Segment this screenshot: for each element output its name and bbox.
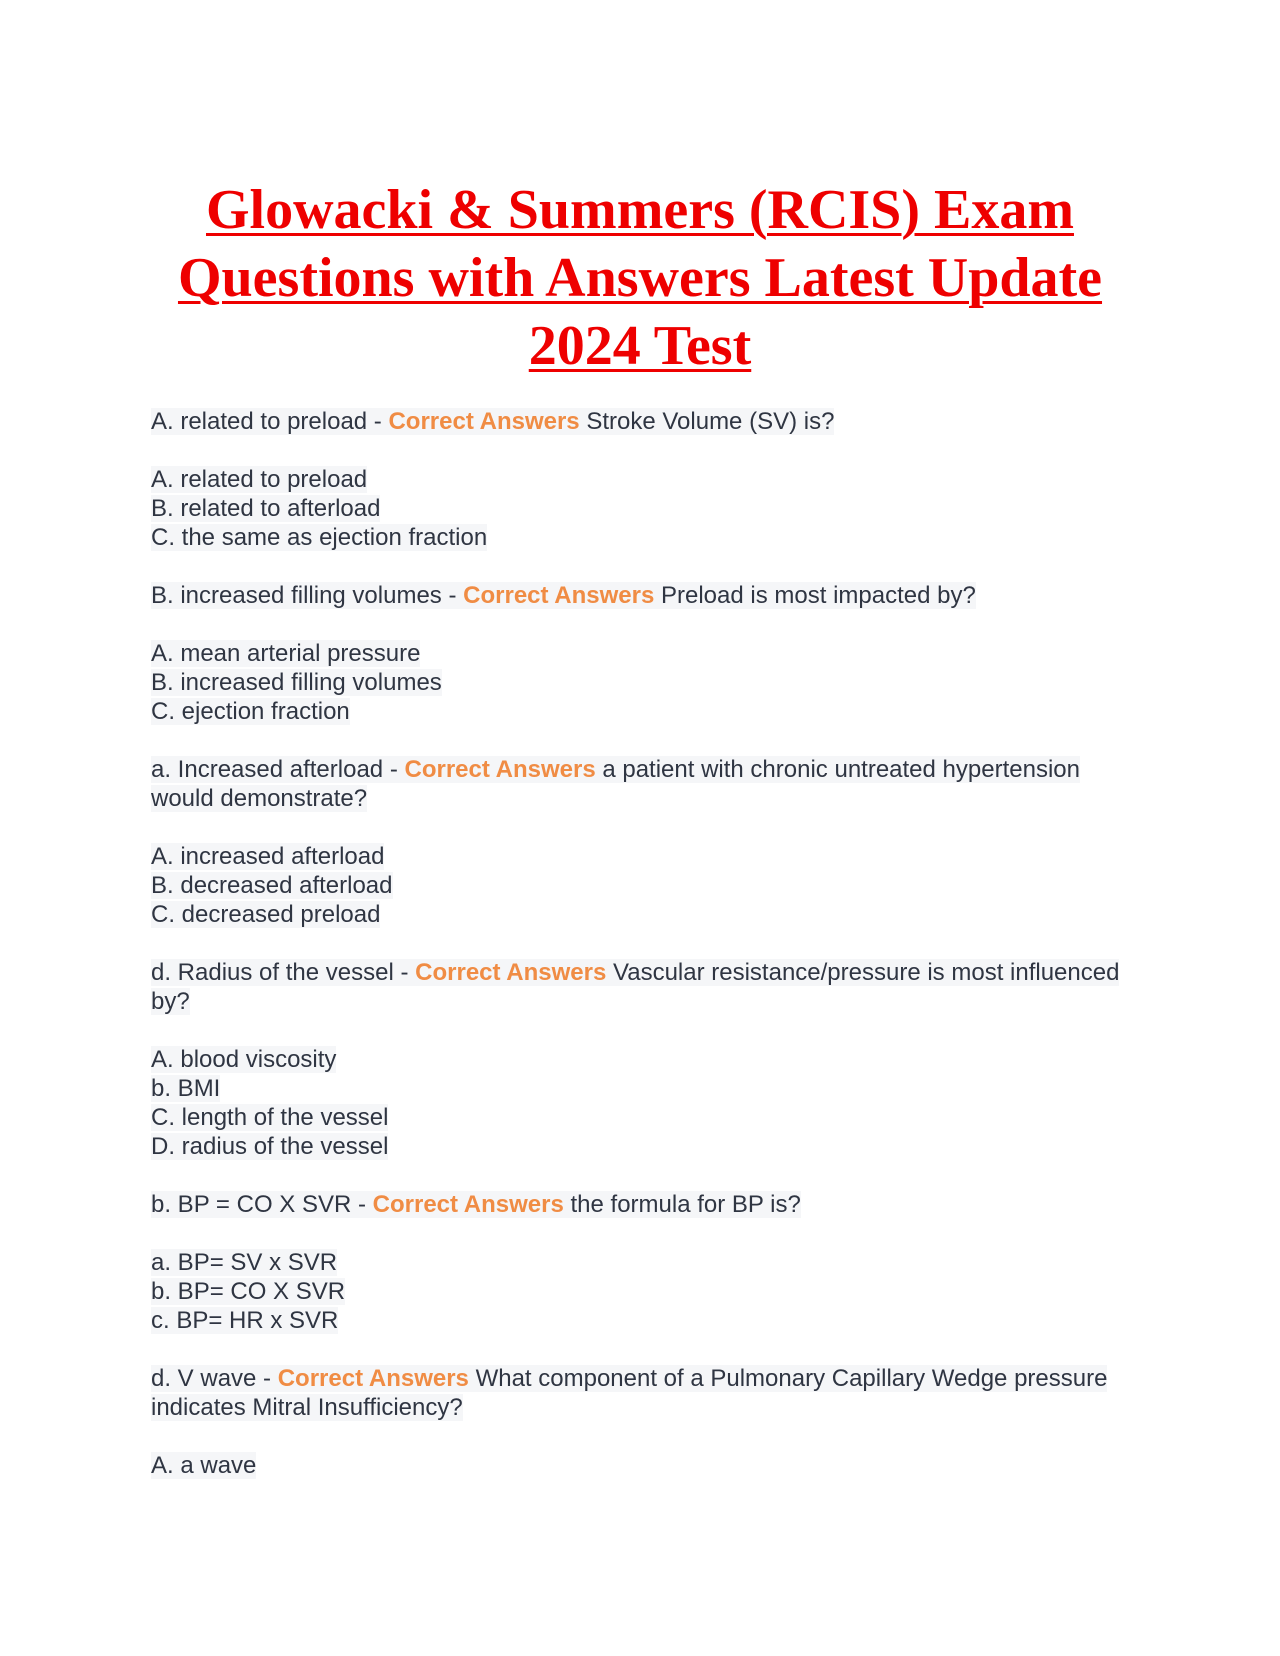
- option-item: [151, 1074, 1136, 1103]
- answer-text: b. BP = CO X SVR -: [151, 1191, 373, 1218]
- option-text: C. decreased preload: [151, 901, 381, 928]
- qa-item: [151, 958, 1136, 1016]
- document-title: [140, 176, 1140, 380]
- option-text: A. blood viscosity: [151, 1046, 337, 1073]
- qa-item: [151, 1190, 1136, 1219]
- option-text: a. BP= SV x SVR: [151, 1249, 338, 1276]
- question-text: Preload is most impacted by?: [654, 582, 976, 609]
- qa-text: [151, 959, 1119, 1015]
- qa-item: [151, 755, 1136, 813]
- option-item: [151, 494, 1136, 523]
- option-item: [151, 871, 1136, 900]
- answer-text: A. related to preload -: [151, 408, 389, 435]
- option-text: A. a wave: [151, 1452, 257, 1479]
- option-text: C. ejection fraction: [151, 698, 350, 725]
- option-text: b. BP= CO X SVR: [151, 1278, 346, 1305]
- title-line: Glowacki & Summers (RCIS) Exam: [206, 179, 1074, 241]
- option-item: [151, 1248, 1136, 1277]
- qa-item: [151, 1364, 1136, 1422]
- option-item: [151, 639, 1136, 668]
- option-text: A. related to preload: [151, 466, 368, 493]
- title-line: Questions with Answers Latest Update: [177, 247, 1103, 309]
- option-item: [151, 465, 1136, 494]
- question-text: What component of a Pulmonary Capillary Wedge pressure indicates Mitral Insufficiency?: [151, 1365, 1108, 1421]
- correct-answers-label: Correct Answers: [372, 1191, 564, 1218]
- option-item: [151, 668, 1136, 697]
- option-item: [151, 1451, 1136, 1480]
- options-list: [151, 1451, 1136, 1480]
- correct-answers-label: Correct Answers: [404, 756, 596, 783]
- option-text: A. increased afterload: [151, 843, 385, 870]
- option-item: [151, 1045, 1136, 1074]
- options-list: [151, 842, 1136, 929]
- option-item: [151, 1132, 1136, 1161]
- answer-text: a. Increased afterload -: [151, 756, 405, 783]
- option-item: [151, 1103, 1136, 1132]
- option-text: c. BP= HR x SVR: [151, 1307, 339, 1334]
- option-item: [151, 842, 1136, 871]
- answer-text: d. V wave -: [151, 1365, 278, 1392]
- qa-item: [151, 407, 1136, 436]
- question-text: Stroke Volume (SV) is?: [579, 408, 835, 435]
- qa-text: [151, 582, 976, 609]
- option-text: C. length of the vessel: [151, 1104, 389, 1131]
- option-item: [151, 697, 1136, 726]
- correct-answers-label: Correct Answers: [415, 959, 607, 986]
- options-list: [151, 639, 1136, 726]
- option-item: [151, 1306, 1136, 1335]
- options-list: [151, 1045, 1136, 1161]
- qa-text: [151, 1365, 1107, 1421]
- option-item: [151, 523, 1136, 552]
- question-text: the formula for BP is?: [563, 1191, 801, 1218]
- option-text: b. BMI: [151, 1075, 221, 1102]
- qa-text: [151, 1191, 801, 1218]
- option-text: B. related to afterload: [151, 495, 381, 522]
- qa-text: [151, 408, 834, 435]
- options-list: [151, 465, 1136, 552]
- option-text: C. the same as ejection fraction: [151, 524, 488, 551]
- option-text: B. increased filling volumes: [151, 669, 442, 696]
- qa-item: [151, 581, 1136, 610]
- question-text: a patient with chronic untreated hypertension would demonstrate?: [151, 756, 1080, 812]
- question-text: Vascular resistance/pressure is most influenced by?: [151, 959, 1120, 1015]
- title-line: 2024 Test: [528, 315, 752, 377]
- option-text: A. mean arterial pressure: [151, 640, 421, 667]
- correct-answers-label: Correct Answers: [277, 1365, 469, 1392]
- correct-answers-label: Correct Answers: [388, 408, 580, 435]
- correct-answers-label: Correct Answers: [463, 582, 655, 609]
- option-text: D. radius of the vessel: [151, 1133, 389, 1160]
- options-list: [151, 1248, 1136, 1335]
- option-item: [151, 900, 1136, 929]
- qa-content: [151, 407, 1136, 1509]
- option-text: B. decreased afterload: [151, 872, 393, 899]
- option-item: [151, 1277, 1136, 1306]
- answer-text: d. Radius of the vessel -: [151, 959, 416, 986]
- answer-text: B. increased filling volumes -: [151, 582, 464, 609]
- qa-text: [151, 756, 1080, 812]
